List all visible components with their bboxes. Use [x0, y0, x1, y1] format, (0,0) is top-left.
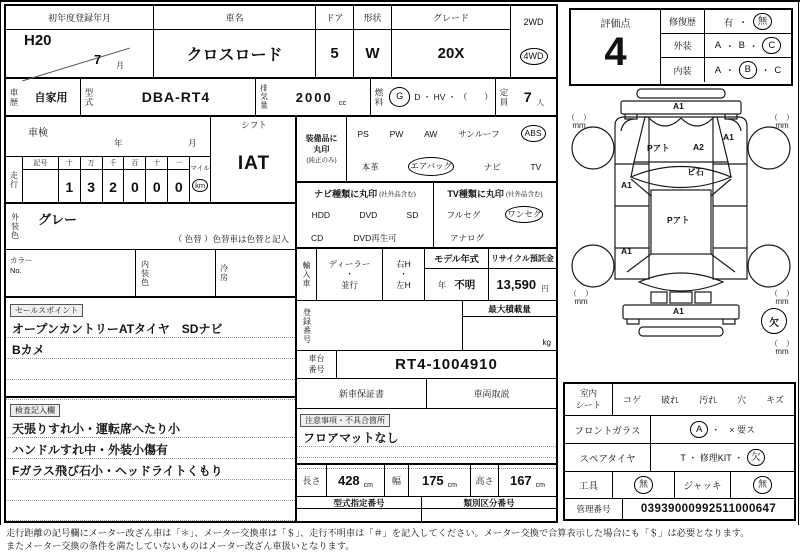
interior-grade-row: 内装 A ・ B ・ C: [661, 58, 791, 82]
shape-label: 形状: [354, 6, 391, 30]
tread-depth-front-left: （ ） mm: [567, 113, 591, 131]
damage-label-left-quarter: A1: [621, 246, 632, 256]
spare-tire-missing-circle: 欠: [761, 308, 787, 334]
chassis-row: [297, 351, 556, 379]
shift-label: シフト: [241, 120, 267, 130]
tv-header: TV種類に丸印 (社外品含む): [447, 188, 543, 199]
jack-label: ジャッキ: [675, 472, 731, 498]
reg-month: 7: [94, 52, 102, 67]
navi-item: DVD: [359, 209, 378, 220]
displacement-label: 排気量: [259, 84, 269, 110]
model-code-value: DBA-RT4: [97, 79, 256, 115]
repair-yes-option: 有: [723, 17, 734, 29]
fuel-selected-circle: G: [389, 87, 410, 106]
repair-history-row: 修復歴 有 ・ 無: [661, 10, 791, 34]
repair-history-label: 修復歴: [661, 10, 705, 33]
width-label: 幅: [385, 465, 409, 496]
tread-depth-front-right: （ ） mm: [770, 113, 794, 131]
mileage-mile-unit: マイル: [190, 165, 210, 172]
warranty-label: 新車保証書: [297, 379, 427, 408]
seat-option: コゲ: [623, 395, 642, 405]
jack-value-circled: 無: [753, 476, 772, 493]
grade-option: C: [774, 64, 782, 76]
front-glass-label: フロントガラス: [565, 416, 651, 443]
management-number-value: 03939000992511000647: [640, 503, 777, 515]
mileage-label: 走行: [9, 170, 19, 189]
seat-option: キズ: [766, 395, 784, 405]
navi-item: CD: [311, 232, 324, 243]
import-handle-cell: 右H ・ 左H: [383, 249, 425, 300]
inspection-note-line: 天張りすれ小・運転席へたり小: [6, 418, 295, 438]
type-no-value: [297, 509, 421, 520]
grade-label: グレード: [392, 6, 510, 30]
mileage-col-header: 十: [59, 157, 80, 170]
warranty-row: [297, 379, 556, 409]
sales-point-line: Bカメ: [6, 338, 295, 359]
sales-point-tag: セールスポイント: [10, 304, 83, 317]
grade-option-circled: B: [739, 61, 757, 79]
spec-row: [6, 79, 556, 117]
height-label: 高さ: [471, 465, 499, 496]
car-name-label: 車名: [154, 6, 315, 30]
mileage-digit: 0: [174, 178, 183, 195]
mileage-km-unit-circle: km: [192, 179, 208, 192]
usage-label: 車歴: [9, 87, 19, 107]
equipment-item-circled: ABS: [521, 125, 546, 142]
navi-item: SD: [406, 209, 419, 220]
reg-number-value: [317, 301, 462, 350]
int-color-label: 内装色: [140, 259, 150, 287]
type-no-label: 型式指定番号: [297, 497, 421, 509]
equipment-item: AW: [424, 128, 438, 139]
shift-value: IAT: [237, 153, 271, 174]
shaken-year-suffix: 年: [114, 138, 123, 148]
seat-option: 破れ: [661, 395, 680, 405]
damage-label-left-door: A1: [621, 180, 632, 190]
mileage-digit: 0: [131, 178, 139, 195]
max-load-label: 最大積載量: [463, 301, 556, 317]
equipment-item-circled: エアバッグ: [408, 157, 454, 176]
car-name-value: クロスロード: [186, 47, 283, 64]
auction-sheet-main-table: [4, 4, 558, 523]
reg-date-slash: [22, 48, 129, 82]
capacity-label: 定員: [499, 87, 509, 107]
spare-tire-options: T ・ 修理KIT ・: [680, 453, 744, 463]
navi-item: DVD再生可: [353, 232, 397, 243]
navi-tv-box: [297, 183, 556, 249]
footer-line: またメーター交換の条件を満たしていないものはメーター改ざん車扱いとなります。: [6, 541, 355, 552]
equipment-item: PS: [357, 128, 369, 139]
front-glass-options: ・ × 要ス: [711, 425, 756, 435]
drive-4wd-option: [511, 38, 556, 75]
drive-2wd-option: 2WD: [523, 17, 544, 27]
sales-point-line: オープンカントリーATタイヤ SDナビ: [6, 318, 295, 338]
scan-edge-left: [0, 0, 1, 525]
sales-point-line-empty: [6, 359, 295, 380]
seat-option: 汚れ: [699, 395, 718, 405]
inspection-note-line-empty: [6, 480, 295, 501]
equipment-item: PW: [389, 128, 404, 139]
type-class-row: [297, 497, 556, 521]
reg-number-row: [297, 301, 556, 351]
sales-point-line-empty: [6, 380, 295, 400]
fuel-options: D ・ HV ・ （ ）: [414, 92, 493, 102]
inspection-notes-box: [6, 398, 295, 521]
header-row: [6, 6, 556, 79]
damage-label-front-bumper: A1: [673, 101, 684, 111]
import-dealer-cell: ディーラー ・ 並行: [317, 249, 383, 300]
inspection-note-line: Fガラス飛び石小・ヘッドライトくもり: [6, 459, 295, 480]
damage-label-left-windshield: Pアト: [647, 143, 670, 153]
tread-depth-spare: （ ） mm: [770, 339, 794, 357]
exterior-grade-row: 外装 A ・ B ・ C: [661, 34, 791, 58]
condition-table: [563, 382, 796, 521]
model-year-value: 年 不明: [437, 279, 476, 291]
manual-label: 車両取説: [473, 389, 510, 399]
equipment-item: サンルーフ: [458, 128, 500, 139]
capacity-value: [512, 79, 556, 115]
front-glass-grade-circled: A: [690, 421, 708, 439]
mileage-col-header: 百: [124, 157, 145, 170]
caution-line: フロアマットなし: [297, 428, 556, 447]
shaken-box: [6, 117, 211, 156]
aircon-value: [232, 250, 295, 296]
tools-row: [565, 472, 794, 499]
drive-selected-circle: 4WD: [520, 48, 548, 65]
middle-column: [297, 117, 556, 521]
exterior-grade-label: 外装: [661, 34, 705, 57]
tv-item-circled: ワンセグ: [505, 206, 543, 223]
inspection-note-line-empty: [6, 501, 295, 521]
seat-label: 室内 シート: [565, 384, 613, 415]
navi-header: ナビ種類に丸印 (社外品含む): [314, 188, 416, 199]
door-label: ドア: [316, 6, 353, 30]
reg-year: H20: [24, 32, 52, 49]
tv-item: フルセグ: [446, 209, 481, 220]
tools-label: 工具: [565, 472, 613, 498]
door-value: 5: [330, 45, 339, 62]
front-glass-row: [565, 416, 794, 444]
seat-option: 穴: [737, 395, 747, 405]
capacity-number: 7: [523, 89, 532, 105]
caution-box: [297, 409, 556, 465]
grade-option: A: [714, 64, 722, 76]
length-value: 428 cm: [327, 465, 385, 496]
reg-date-label: 初年度登録年月: [6, 6, 153, 30]
equipment-item: ナビ: [483, 161, 501, 172]
tread-depth-rear-right: （ ） mm: [770, 289, 794, 307]
grade-option-circled: C: [762, 37, 781, 55]
navi-item: HDD: [311, 209, 331, 220]
caution-tag: 注意事項・不具合箇所: [300, 414, 390, 427]
ext-color-box: [6, 204, 295, 250]
caution-line-empty: [297, 447, 556, 458]
aircon-label: 冷房: [219, 264, 229, 282]
car-damage-diagram: [565, 84, 796, 380]
mileage-col-header: 十: [146, 157, 167, 170]
footer-note: [6, 527, 796, 554]
mileage-sign-header: 記号: [23, 157, 58, 170]
ext-color-value: グレー: [38, 212, 78, 227]
mileage-col-header: 千: [103, 157, 124, 170]
management-number-row: [565, 499, 794, 519]
shift-box: [211, 117, 297, 204]
shaken-month-suffix: 月: [188, 138, 197, 148]
shaken-label: 車検: [28, 128, 48, 139]
car-outline-drawing: [565, 84, 796, 380]
interior-grade-label: 内装: [661, 58, 705, 82]
recycle-label: リサイクル預託金: [489, 249, 556, 269]
max-load-unit: kg: [542, 338, 551, 347]
color-row: [6, 250, 295, 298]
tread-depth-rear-left: （ ） mm: [569, 289, 593, 307]
model-year-label: モデル年式: [425, 249, 488, 269]
fuel-value: [387, 79, 496, 115]
tools-value-circled: 無: [634, 476, 653, 493]
grade-option: B: [738, 40, 745, 51]
damage-label-right-windshield: A2: [693, 142, 704, 152]
management-number-label: 管理番号: [565, 499, 623, 519]
footer-line: 走行距離の記号欄にメーター改ざん車は「＊」、メーター交換車は「＄」、走行不明車は「＃」を記入してください。メーター交換で合算表示した場合にも「＄」は必要となります。: [6, 528, 750, 538]
equipment-item: TV: [530, 161, 542, 172]
height-value: 167 cm: [509, 473, 546, 489]
displacement-value: [272, 79, 371, 115]
damage-label-right-pillar: A1: [723, 132, 734, 142]
reg-number-label: 登録番号: [302, 307, 312, 344]
fuel-label: 燃料: [374, 87, 384, 107]
color-no-label: カラー No.: [10, 256, 33, 275]
usage-value: 自家用: [22, 79, 81, 115]
tv-item: アナログ: [450, 232, 485, 243]
score-label: 評価点: [600, 19, 631, 30]
mileage-col-header: 万: [81, 157, 102, 170]
inspection-note-line: ハンドルすれ中・外装小傷有: [6, 438, 295, 459]
seat-row: [565, 384, 794, 416]
class-no-label: 類別区分番号: [422, 497, 556, 509]
width-value: 175 cm: [409, 465, 471, 496]
reg-date-cell: [6, 30, 153, 77]
repair-no-option-circled: 無: [753, 13, 773, 31]
reg-month-suffix: 月: [116, 61, 124, 70]
equipment-box: [297, 117, 556, 183]
mileage-box: [6, 156, 211, 204]
mileage-col-header: 一: [168, 157, 189, 170]
damage-label-windshield-stone-chip: ビ石: [687, 167, 705, 177]
ext-color-note: （ 色替 ）色替車は色替と記入: [173, 234, 289, 244]
inspection-notes-tag: 検査記入欄: [10, 404, 60, 417]
scan-edge-top: [0, 0, 800, 2]
dimensions-row: [297, 465, 556, 497]
displacement-number: 2000: [295, 89, 333, 105]
score-value: 4: [604, 30, 627, 74]
chassis-value: RT4-1004910: [395, 356, 498, 373]
equipment-label: 装備品に 丸印 (純正のみ): [297, 117, 347, 181]
lower-region: [6, 117, 556, 521]
score-panel: [569, 8, 793, 86]
model-code-label: 型式: [84, 87, 94, 107]
sales-point-box: [6, 298, 295, 398]
spare-tire-missing-circled: 欠: [747, 449, 765, 467]
length-label: 長さ: [297, 465, 327, 496]
mileage-sign-value: [23, 170, 58, 203]
import-row: [297, 249, 556, 301]
chassis-label: 車台 番号: [297, 351, 337, 378]
int-color-value: [154, 250, 215, 296]
damage-label-rear-bumper: A1: [673, 306, 684, 316]
import-label: 輸入車: [297, 249, 317, 300]
mileage-digit: 3: [87, 178, 96, 195]
spare-tire-label: スペアタイヤ: [565, 444, 651, 471]
scan-edge-right: [798, 0, 799, 525]
class-no-value: [422, 509, 556, 520]
shape-value: W: [365, 45, 380, 62]
grade-value: 20X: [437, 45, 465, 62]
mileage-digit: 1: [65, 178, 74, 195]
capacity-unit: 人: [536, 97, 545, 107]
damage-label-roof: Pアト: [667, 215, 690, 225]
left-column: [6, 117, 297, 521]
mileage-digit: 0: [152, 178, 161, 195]
equipment-item: 本革: [361, 161, 379, 172]
grade-option: A: [714, 40, 722, 51]
mileage-digit: 2: [109, 178, 117, 195]
spare-tire-row: [565, 444, 794, 472]
displacement-unit: cc: [338, 97, 347, 107]
ext-color-label: 外装色: [10, 213, 20, 240]
recycle-value: 13,590 円: [496, 277, 549, 293]
